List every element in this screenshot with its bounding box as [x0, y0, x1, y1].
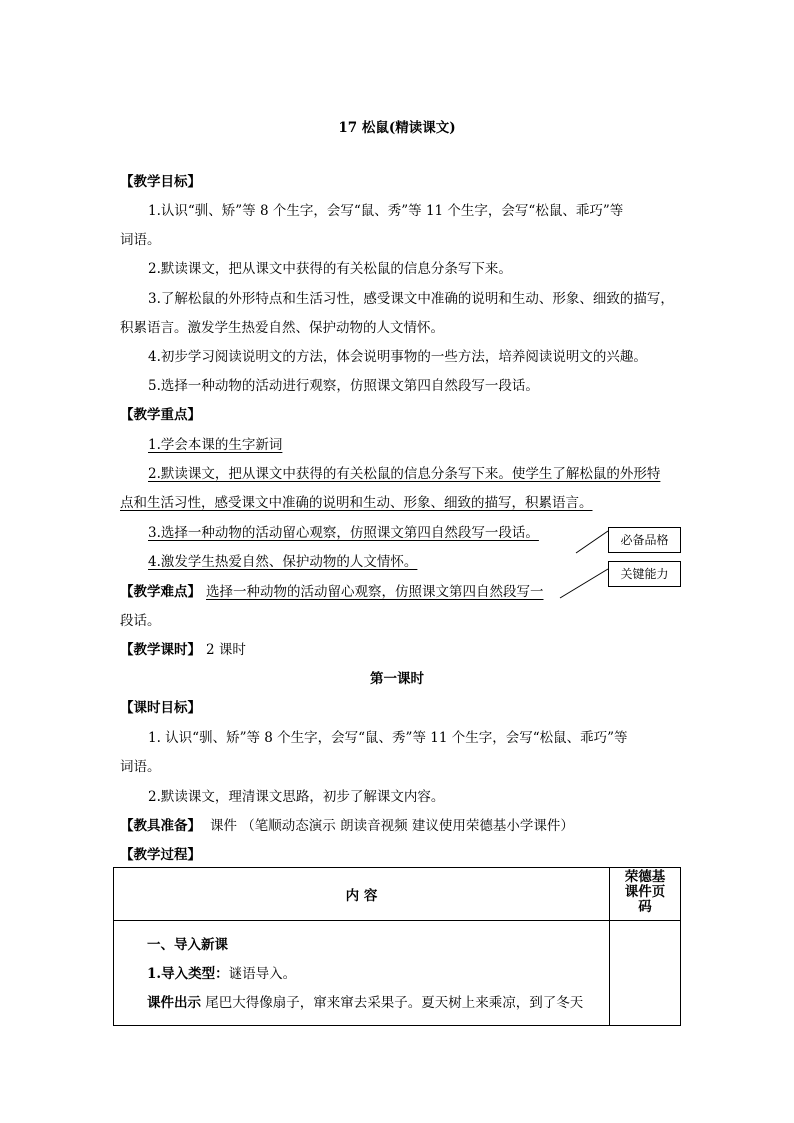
- process-heading: 【教学过程】: [120, 847, 201, 863]
- lesson-objective-line: 1. 认识“驯、矫”等 8 个生字，会写“鼠、秀”等 11 个生字，会写“松鼠、乖巧”等: [148, 730, 628, 746]
- lesson-objective-line: 2.默读课文，理清课文思路，初步了解课文内容。: [148, 789, 445, 805]
- difficulty-heading: 【教学难点】: [120, 584, 201, 600]
- tools-text: 课件 （笔顺动态演示 朗读音视频 建议使用荣德基小学课件）: [210, 818, 574, 834]
- keypoint-line: 1.学会本课的生字新词: [148, 437, 283, 453]
- keypoint-line: 2.默读课文，把从课文中获得的有关松鼠的信息分条写下来。使学生了解松鼠的外形特: [148, 466, 661, 482]
- difficulty-text: 选择一种动物的活动留心观察，仿照课文第四自然段写一: [206, 584, 544, 600]
- keypoint-line: 3.选择一种动物的活动留心观察，仿照课文第四自然段写一段话。: [148, 525, 539, 541]
- page-title: 17 松鼠(精读课文): [338, 120, 456, 136]
- courseware-cell: [610, 921, 681, 1026]
- difficulty-text-cont: 段话。: [120, 613, 161, 629]
- objective-line: 积累语言。激发学生热爱自然、保护动物的人文情怀。: [120, 320, 444, 336]
- objective-line: 5.选择一种动物的活动进行观察，仿照课文第四自然段写一段话。: [148, 378, 539, 394]
- objective-line: 2.默读课文，把从课文中获得的有关松鼠的信息分条写下来。: [148, 261, 512, 277]
- section-title: 一、导入新课: [147, 937, 228, 953]
- content-column-header: 内 容: [114, 868, 610, 921]
- callout-required-character: 必备品格: [608, 527, 681, 553]
- hours-value: 2 课时: [206, 642, 246, 658]
- show-line: 课件出示 尾巴大得像扇子，窜来窜去采果子。夏天树上来乘凉，到了冬天: [147, 995, 584, 1011]
- objective-line: 4.初步学习阅读说明文的方法，体会说明事物的一些方法，培养阅读说明文的兴趣。: [148, 349, 647, 365]
- process-table: [113, 867, 681, 1026]
- keypoints-heading: 【教学重点】: [120, 407, 201, 423]
- callout-key-ability: 关键能力: [608, 561, 681, 587]
- objectives-heading: 【教学目标】: [120, 174, 201, 190]
- lesson-title: 第一课时: [370, 671, 424, 687]
- courseware-column-header: 荣德基 课件页 码: [610, 868, 681, 921]
- content-cell: [114, 921, 610, 1026]
- lesson-objectives-heading: 【课时目标】: [120, 700, 201, 716]
- hours-heading: 【教学课时】: [120, 642, 201, 658]
- keypoint-line: 4.激发学生热爱自然、保护动物的人文情怀。: [148, 554, 418, 570]
- lesson-objective-line: 词语。: [120, 759, 161, 775]
- tools-heading: 【教具准备】: [120, 818, 201, 834]
- objective-line: 词语。: [120, 232, 161, 248]
- objective-line: 1.认识“驯、矫”等 8 个生字，会写“鼠、秀”等 11 个生字，会写“松鼠、乖巧”等: [148, 203, 624, 219]
- keypoint-line: 点和生活习性，感受课文中准确的说明和生动、形象、细致的描写，积累语言。: [120, 495, 593, 511]
- objective-line: 3.了解松鼠的外形特点和生活习性，感受课文中准确的说明和生动、形象、细致的描写，: [148, 291, 674, 307]
- intro-line: 1.导入类型：谜语导入。: [147, 966, 297, 982]
